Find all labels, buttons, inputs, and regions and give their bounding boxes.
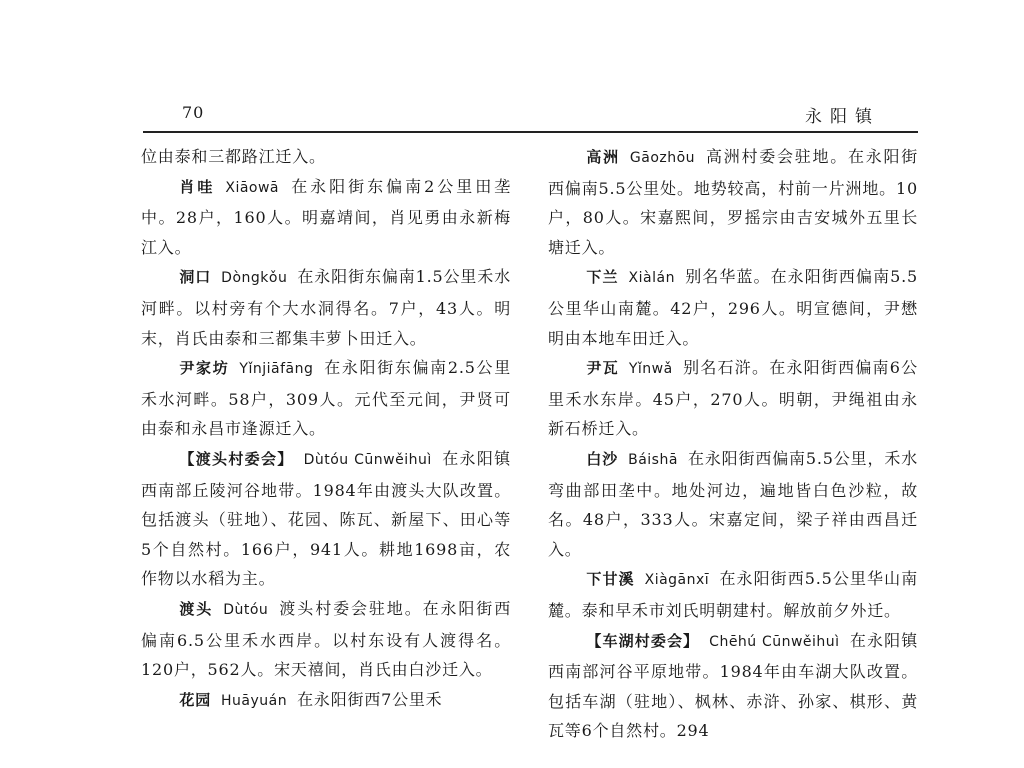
entry-huayuan	[141, 685, 511, 717]
entry-name: 白沙	[586, 449, 619, 468]
committee-name: 【渡头村委会】	[179, 449, 294, 468]
entry-pinyin: Xiàgānxī	[644, 572, 710, 589]
entry-yinjiafang	[141, 353, 511, 444]
running-head: 永阳镇	[805, 107, 880, 127]
right-column	[548, 142, 918, 746]
entry-xialan	[548, 262, 918, 353]
header-rule	[143, 131, 918, 133]
committee-chehu	[548, 626, 918, 746]
entry-pinyin: Xiàlán	[628, 270, 675, 287]
entry-text: 在永阳街东偏南1.5公里禾水河畔。以村旁有个大水洞得名。7户，43人。明末，肖氏由泰和三都集丰萝卜田迁入。	[141, 267, 511, 348]
continuation-text: 位由泰和三都路江迁入。	[141, 147, 326, 166]
entry-baisha	[548, 444, 918, 564]
entry-text: 别名华蓝。在永阳街西偏南5.5公里华山南麓。42户，296人。明宣德间，尹懋明由本地车田迁入。	[548, 267, 918, 348]
entry-pinyin: Gāozhōu	[629, 150, 696, 166]
committee-text: 在永阳镇西南部河谷平原地带。1984年由车湖大队改置。包括车湖（驻地）、枫林、赤浒、孙家、棋形、黄瓦等6个自然村。294	[548, 630, 919, 741]
entry-pinyin: Xiāowā	[225, 179, 280, 196]
entry-pinyin: Yǐnwǎ	[628, 361, 673, 378]
entry-text: 渡头村委会驻地。在永阳街西偏南6.5公里禾水西岸。以村东设有人渡得名。120户，562人。宋天禧间，肖氏由白沙迁入。	[141, 598, 511, 680]
entry-name: 高洲	[586, 148, 620, 166]
entry-pinyin: Dòngkǒu	[221, 270, 288, 287]
committee-dutou	[141, 444, 511, 594]
entry-dutou	[141, 594, 511, 685]
committee-text: 在永阳镇西南部丘陵河谷地带。1984年由渡头大队改置。包括渡头（驻地）、花园、陈瓦、新屋下、田心等5个自然村。166户，941人。耕地1698亩，农作物以水稻为主。	[141, 448, 511, 589]
entry-gaozhou	[548, 142, 918, 262]
entry-text: 在永阳街西7公里禾	[297, 689, 443, 709]
left-column	[141, 142, 511, 716]
committee-name: 【车湖村委会】	[586, 631, 700, 650]
entry-name: 洞口	[179, 268, 212, 287]
entry-name: 下兰	[586, 268, 619, 287]
entry-text: 高洲村委会驻地。在永阳街西偏南5.5公里处。地势较高，村前一片洲地。10户，80人。宋嘉熙间，罗摇宗由吉安城外五里长塘迁入。	[548, 147, 918, 257]
entry-text: 在永阳街西5.5公里华山南麓。泰和早禾市刘氏明朝建村。解放前夕外迁。	[548, 569, 918, 620]
entry-pinyin: Yǐnjiāfāng	[239, 361, 314, 378]
entry-name: 尹家坊	[179, 359, 230, 378]
entry-yinwa	[548, 353, 918, 444]
entry-name: 肖哇	[179, 177, 216, 196]
entry-xiaowa	[141, 172, 511, 263]
committee-pinyin: Dùtóu Cūnwěihuì	[303, 451, 432, 468]
entry-name: 渡头	[179, 599, 214, 618]
entry-text: 别名石浒。在永阳街西偏南6公里禾水东岸。45户，270人。明朝，尹绳祖由永新石桥迁入。	[548, 358, 918, 439]
entry-text: 在永阳街东偏南2.5公里禾水河畔。58户，309人。元代至元间，尹贤可由泰和永昌市逢源迁入。	[141, 358, 512, 439]
entry-pinyin: Báishā	[628, 451, 678, 468]
entry-text: 在永阳街西偏南5.5公里，禾水弯曲部田垄中。地处河边，遍地皆白色沙粒，故名。48户，333人。宋嘉定间，梁子祥由西昌迁入。	[548, 448, 918, 559]
entry-name: 下甘溪	[586, 570, 635, 589]
entry-xiaganxi	[548, 564, 918, 625]
entry-text: 在永阳街东偏南2公里田垄中。28户，160人。明嘉靖间，肖见勇由永新梅江入。	[141, 176, 511, 257]
entry-pinyin: Dùtóu	[223, 601, 269, 618]
entry-dongkou	[141, 262, 511, 353]
page-number: 70	[182, 103, 205, 122]
entry-name: 尹瓦	[586, 359, 619, 378]
entry-pinyin: Huāyuán	[221, 692, 288, 709]
entry-name: 花园	[179, 690, 211, 709]
committee-pinyin: Chēhú Cūnwěihuì	[709, 633, 840, 650]
